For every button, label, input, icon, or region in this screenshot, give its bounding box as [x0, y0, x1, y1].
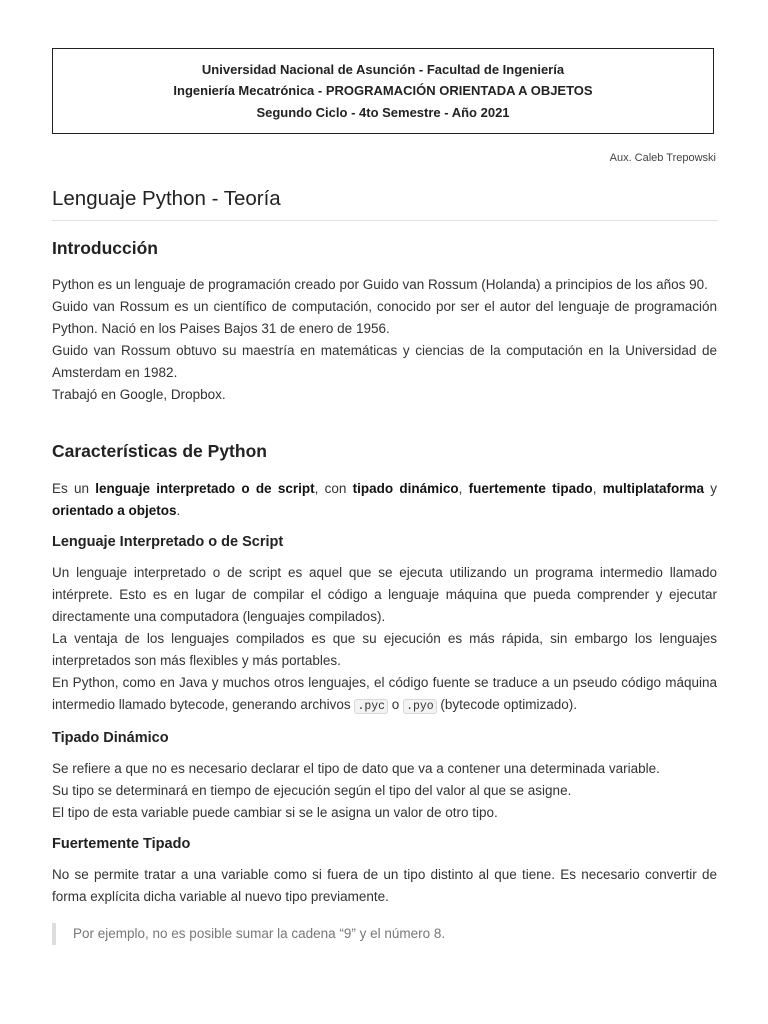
- feature-interpreted: lenguaje interpretado o de script: [95, 481, 315, 496]
- features-paragraph: [52, 478, 717, 522]
- features-text-5: y: [703, 481, 717, 496]
- intro-text-3: Guido van Rossum obtuvo su maestría en matemáticas y ciencias de la computación en la Universidad de Amsterdam en 1982.: [52, 343, 717, 380]
- page-title: Lenguaje Python - Teoría: [52, 184, 718, 221]
- dynamic-heading: Tipado Dinámico: [52, 730, 169, 746]
- strong-heading: Fuertemente Tipado: [52, 836, 191, 852]
- feature-multiplatform: multiplataforma: [602, 481, 704, 496]
- pyc-code: .pyc: [354, 699, 388, 714]
- features-text-2: , con: [314, 481, 353, 496]
- intro-text-4: Trabajó en Google, Dropbox.: [52, 387, 226, 402]
- header-box: [52, 48, 714, 134]
- feature-dynamic-typing: tipado dinámico: [352, 481, 459, 496]
- interpreted-heading: Lenguaje Interpretado o de Script: [52, 534, 284, 550]
- features-text-1: Es un: [52, 481, 96, 496]
- dynamic-text-1: Se refiere a que no es necesario declarar el tipo de dato que va a contener una determinada variable.: [52, 761, 660, 776]
- feature-object-oriented: orientado a objetos: [52, 503, 177, 518]
- feature-strong-typing: fuertemente tipado: [468, 481, 593, 496]
- features-text-3: ,: [458, 481, 469, 496]
- dynamic-paragraph: [52, 758, 717, 824]
- pyo-code: .pyo: [403, 699, 437, 714]
- header-line-3: Segundo Ciclo - 4to Semestre - Año 2021: [256, 104, 510, 120]
- intro-text-1: Python es un lenguaje de programación creado por Guido van Rossum (Holanda) a principios de los años 90.: [52, 277, 708, 292]
- features-text-6: .: [176, 503, 181, 518]
- dynamic-text-3: El tipo de esta variable puede cambiar si se le asigna un valor de otro tipo.: [52, 805, 498, 820]
- strong-paragraph: No se permite tratar a una variable como si fuera de un tipo distinto al que tiene. Es necesario convertir de forma explícita dicha variable al nuevo tipo previamente.: [52, 867, 717, 904]
- dynamic-text-2: Su tipo se determinará en tiempo de ejecución según el tipo del valor al que se asigne.: [52, 783, 572, 798]
- features-heading: Características de Python: [52, 441, 267, 461]
- interpreted-text-2: La ventaja de los lenguajes compilados es que su ejecución es más rápida, sin embargo los lenguajes interpretados son más flexibles y más portables.: [52, 631, 717, 668]
- intro-text-2: Guido van Rossum es un científico de computación, conocido por ser el autor del lenguaje de programación Python. Nació en los Paises Bajos 31 de enero de 1956.: [52, 299, 717, 336]
- header-line-2: Ingeniería Mecatrónica - PROGRAMACIÓN ORIENTADA A OBJETOS: [173, 83, 593, 99]
- interpreted-text-1: Un lenguaje interpretado o de script es aquel que se ejecuta utilizando un programa intermedio llamado intérprete. Esto es en lugar de compilar el código a lenguaje máquina que pueda comprender y ejecutar directamente una computadora (lenguajes compilados).: [52, 565, 717, 624]
- interpreted-text-5: (bytecode optimizado).: [436, 697, 577, 712]
- interpreted-text-3: En Python, como en Java y muchos otros lenguajes, el código fuente se traduce a un pseudo código máquina intermedio llamado bytecode, generando archivos: [52, 675, 717, 712]
- author: Aux. Caleb Trepowski: [609, 152, 716, 164]
- example-quote: Por ejemplo, no es posible sumar la cadena “9” y el número 8.: [52, 923, 733, 945]
- header-line-1: Universidad Nacional de Asunción - Facultad de Ingeniería: [201, 61, 565, 77]
- intro-paragraph: [52, 274, 717, 406]
- interpreted-text-4: o: [388, 697, 404, 712]
- interpreted-paragraph: [52, 562, 717, 718]
- features-text-4: ,: [592, 481, 603, 496]
- intro-heading: Introducción: [52, 238, 158, 258]
